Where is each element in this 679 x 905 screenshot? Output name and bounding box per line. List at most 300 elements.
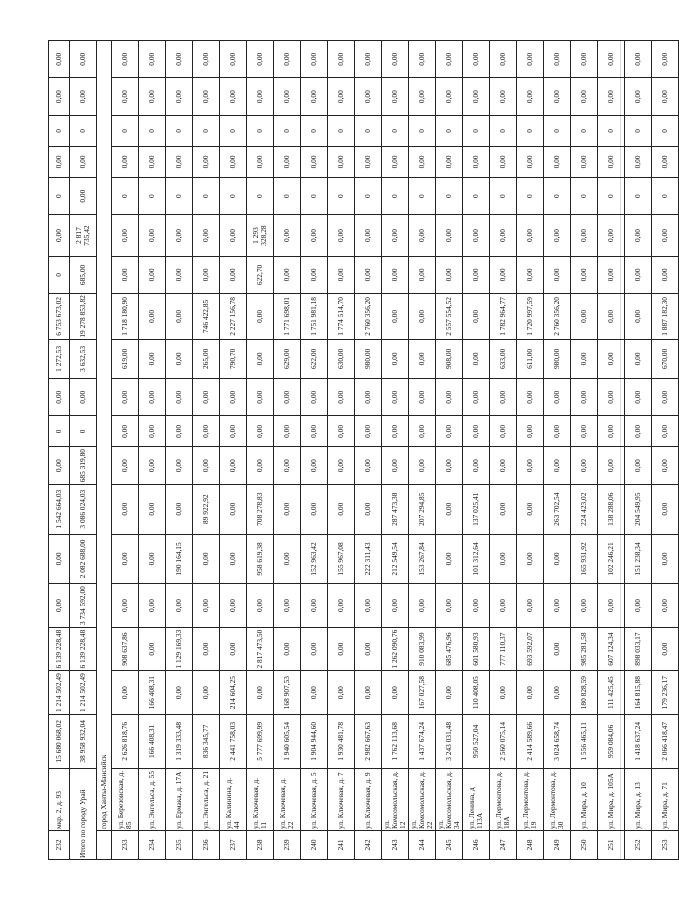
value-cell: 0,00 <box>625 41 652 79</box>
value-cell: 0,00 <box>49 146 70 177</box>
value-cell: 0,00 <box>301 379 328 416</box>
table-row <box>139 41 166 860</box>
value-cell: 0,00 <box>598 416 625 447</box>
value-cell: 0,00 <box>49 41 70 79</box>
value-cell: 166 408,31 <box>139 714 166 768</box>
value-cell: 2 626 818,76 <box>112 714 139 768</box>
value-cell: 0,00 <box>355 416 382 447</box>
value-cell: 959 084,06 <box>598 714 625 768</box>
value-cell: 6 753 673,02 <box>49 294 70 340</box>
value-cell: 212 549,54 <box>382 534 409 584</box>
value-cell: 985 281,58 <box>571 627 598 671</box>
value-cell: 1 129 169,33 <box>166 627 193 671</box>
value-cell: 898 033,17 <box>625 627 652 671</box>
value-cell: 0,00 <box>355 447 382 484</box>
value-cell: 0,00 <box>49 379 70 416</box>
value-cell: 0,00 <box>409 256 436 293</box>
total-value-cell: 685,00 <box>70 256 97 293</box>
value-cell: 777 110,37 <box>490 627 517 671</box>
value-cell: 0,00 <box>220 584 247 628</box>
total-value-cell: 3 086 024,03 <box>70 484 97 534</box>
address-cell: ул. Лермонтова, д. 30 <box>544 768 571 830</box>
value-cell: 153 267,84 <box>409 534 436 584</box>
table-row <box>247 41 274 860</box>
value-cell: 0,00 <box>193 146 220 177</box>
value-cell: 0,00 <box>220 215 247 256</box>
value-cell: 207 294,85 <box>409 484 436 534</box>
value-cell: 910 083,99 <box>409 627 436 671</box>
value-cell: 0 <box>382 115 409 146</box>
value-cell: 0,00 <box>112 584 139 628</box>
value-cell: 165 931,92 <box>571 534 598 584</box>
value-cell: 1 774 514,70 <box>328 294 355 340</box>
address-cell: ул. Ключевая, д. 9 <box>355 768 382 830</box>
value-cell: 0,00 <box>247 294 274 340</box>
value-cell: 0,00 <box>112 416 139 447</box>
value-cell: 15 680 068,02 <box>49 714 70 768</box>
value-cell: 0,00 <box>490 379 517 416</box>
value-cell: 0,00 <box>247 78 274 115</box>
value-cell: 0,00 <box>382 256 409 293</box>
table-row <box>517 41 544 860</box>
value-cell: 630,00 <box>328 339 355 378</box>
row-number: 234 <box>139 830 166 859</box>
value-cell: 0 <box>301 178 328 215</box>
value-cell: 0,00 <box>490 41 517 79</box>
value-cell: 3 243 031,48 <box>436 714 463 768</box>
row-number: 238 <box>247 830 274 859</box>
value-cell: 0,00 <box>490 256 517 293</box>
value-cell: 0,00 <box>274 534 301 584</box>
value-cell: 0,00 <box>193 584 220 628</box>
value-cell: 0,00 <box>598 379 625 416</box>
value-cell: 0,00 <box>652 215 679 256</box>
value-cell: 0,00 <box>409 416 436 447</box>
row-number: 253 <box>652 830 679 859</box>
value-cell: 0,00 <box>274 78 301 115</box>
value-cell: 0,00 <box>436 256 463 293</box>
value-cell: 0,00 <box>301 416 328 447</box>
table-row <box>652 41 679 860</box>
value-cell: 0 <box>571 115 598 146</box>
value-cell: 0,00 <box>355 671 382 715</box>
value-cell: 0,00 <box>463 41 490 79</box>
value-cell: 0,00 <box>652 416 679 447</box>
value-cell: 0,00 <box>544 627 571 671</box>
value-cell: 0,00 <box>139 484 166 534</box>
row-number: 232 <box>49 830 70 859</box>
value-cell: 0,00 <box>436 534 463 584</box>
address-cell: ул. Ключевая, д. 7 <box>328 768 355 830</box>
value-cell: 0,00 <box>274 41 301 79</box>
value-cell: 0,00 <box>382 215 409 256</box>
total-value-cell: 3 734 592,00 <box>70 584 97 628</box>
value-cell: 0,00 <box>328 215 355 256</box>
value-cell: 0,00 <box>247 339 274 378</box>
value-cell: 0,00 <box>247 671 274 715</box>
value-cell: 0,00 <box>544 447 571 484</box>
value-cell: 0,00 <box>166 294 193 340</box>
value-cell: 0,00 <box>139 294 166 340</box>
address-cell: мкр. 2, д. 93 <box>49 768 70 830</box>
value-cell: 101 312,64 <box>463 534 490 584</box>
row-number: 252 <box>625 830 652 859</box>
value-cell: 0,00 <box>220 78 247 115</box>
value-cell: 0 <box>571 178 598 215</box>
value-cell: 0,00 <box>328 379 355 416</box>
value-cell: 0 <box>355 115 382 146</box>
value-cell: 0,00 <box>355 627 382 671</box>
value-cell: 0 <box>463 178 490 215</box>
value-cell: 1 887 182,30 <box>652 294 679 340</box>
value-cell: 0 <box>220 115 247 146</box>
value-cell: 168 907,53 <box>274 671 301 715</box>
value-cell: 5 777 699,99 <box>247 714 274 768</box>
value-cell: 0,00 <box>247 416 274 447</box>
value-cell: 1 762 113,68 <box>382 714 409 768</box>
value-cell: 0,00 <box>382 379 409 416</box>
address-cell: ул. Энгельса, д. 21 <box>193 768 220 830</box>
value-cell: 0,00 <box>625 339 652 378</box>
value-cell: 0,00 <box>193 41 220 79</box>
row-number: 239 <box>274 830 301 859</box>
value-cell: 0,00 <box>490 534 517 584</box>
value-cell: 263 702,54 <box>544 484 571 534</box>
value-cell: 0,00 <box>652 484 679 534</box>
value-cell: 2 560 075,14 <box>490 714 517 768</box>
value-cell: 0,00 <box>112 671 139 715</box>
value-cell: 908,00 <box>436 339 463 378</box>
value-cell: 0,00 <box>220 256 247 293</box>
rotated-table-container <box>48 40 669 860</box>
value-cell: 0,00 <box>139 78 166 115</box>
table-row <box>436 41 463 860</box>
table-row <box>490 41 517 860</box>
value-cell: 0,00 <box>328 146 355 177</box>
value-cell: 1 720 997,59 <box>517 294 544 340</box>
value-cell: 224 423,02 <box>571 484 598 534</box>
value-cell: 0,00 <box>517 447 544 484</box>
value-cell: 0,00 <box>652 146 679 177</box>
value-cell: 0,00 <box>436 78 463 115</box>
value-cell: 629,00 <box>274 339 301 378</box>
value-cell: 0,00 <box>274 627 301 671</box>
value-cell: 0,00 <box>409 447 436 484</box>
value-cell: 0,00 <box>463 256 490 293</box>
value-cell: 0,00 <box>463 215 490 256</box>
value-cell: 0,00 <box>652 379 679 416</box>
value-cell: 0,00 <box>598 78 625 115</box>
value-cell: 2 817 473,50 <box>247 627 274 671</box>
value-cell: 790,70 <box>220 339 247 378</box>
value-cell: 0,00 <box>463 339 490 378</box>
value-cell: 0,00 <box>193 627 220 671</box>
value-cell: 0,00 <box>328 78 355 115</box>
value-cell: 611,00 <box>517 339 544 378</box>
value-cell: 0,00 <box>409 379 436 416</box>
value-cell: 0,00 <box>247 146 274 177</box>
value-cell: 0,00 <box>139 215 166 256</box>
value-cell: 0,00 <box>598 447 625 484</box>
value-cell: 0,00 <box>355 379 382 416</box>
value-cell: 1 904 944,60 <box>301 714 328 768</box>
value-cell: 0,00 <box>301 447 328 484</box>
value-cell: 1 293 328,28 <box>247 215 274 256</box>
total-value-cell: 0 <box>70 115 97 146</box>
value-cell: 0,00 <box>112 534 139 584</box>
value-cell: 0 <box>355 178 382 215</box>
value-cell: 0,00 <box>328 416 355 447</box>
value-cell: 708 278,83 <box>247 484 274 534</box>
value-cell: 0,00 <box>652 78 679 115</box>
value-cell: 0,00 <box>409 146 436 177</box>
total-value-cell: 0,00 <box>70 78 97 115</box>
row-number: 246 <box>463 830 490 859</box>
value-cell: 0 <box>409 115 436 146</box>
value-cell: 0,00 <box>652 41 679 79</box>
value-cell: 1 437 674,24 <box>409 714 436 768</box>
value-cell: 0,00 <box>220 146 247 177</box>
value-cell: 0,00 <box>274 146 301 177</box>
value-cell: 0,00 <box>139 534 166 584</box>
value-cell: 152 963,42 <box>301 534 328 584</box>
value-cell: 0,00 <box>220 534 247 584</box>
value-cell: 1 556 465,11 <box>571 714 598 768</box>
row-number-empty <box>97 830 112 859</box>
value-cell: 0 <box>274 178 301 215</box>
value-cell: 1 319 333,48 <box>166 714 193 768</box>
value-cell: 1 940 605,54 <box>274 714 301 768</box>
row-number: 236 <box>193 830 220 859</box>
value-cell: 0,00 <box>193 671 220 715</box>
value-cell: 0,00 <box>166 416 193 447</box>
value-cell: 0,00 <box>652 584 679 628</box>
value-cell: 0,00 <box>490 215 517 256</box>
value-cell: 0,00 <box>436 379 463 416</box>
value-cell: 0,00 <box>517 484 544 534</box>
register-table <box>48 40 679 860</box>
value-cell: 0,00 <box>517 256 544 293</box>
value-cell: 167 027,58 <box>409 671 436 715</box>
value-cell: 111 425,45 <box>598 671 625 715</box>
total-row <box>70 41 97 860</box>
table-row <box>463 41 490 860</box>
address-cell: ул. Комсомольская, д. 34 <box>436 768 463 830</box>
row-number: 233 <box>112 830 139 859</box>
row-number: 242 <box>355 830 382 859</box>
value-cell: 0,00 <box>544 215 571 256</box>
section-row <box>97 41 112 860</box>
value-cell: 0,00 <box>139 339 166 378</box>
value-cell: 0 <box>436 115 463 146</box>
value-cell: 0 <box>625 115 652 146</box>
table-row <box>220 41 247 860</box>
value-cell: 0 <box>139 178 166 215</box>
value-cell: 0,00 <box>436 584 463 628</box>
value-cell: 0,00 <box>463 584 490 628</box>
value-cell: 0,00 <box>220 379 247 416</box>
value-cell: 0,00 <box>517 379 544 416</box>
value-cell: 0,00 <box>166 671 193 715</box>
value-cell: 0,00 <box>598 41 625 79</box>
value-cell: 746 422,85 <box>193 294 220 340</box>
value-cell: 0,00 <box>382 584 409 628</box>
value-cell: 0,00 <box>112 215 139 256</box>
value-cell: 0,00 <box>463 416 490 447</box>
value-cell: 0,00 <box>598 339 625 378</box>
value-cell: 0,00 <box>544 584 571 628</box>
value-cell: 0,00 <box>139 146 166 177</box>
value-cell: 0 <box>598 178 625 215</box>
value-cell: 1 214 502,49 <box>49 671 70 715</box>
value-cell: 0,00 <box>625 215 652 256</box>
value-cell: 0,00 <box>274 379 301 416</box>
value-cell: 166 408,31 <box>139 671 166 715</box>
value-cell: 2 227 156,78 <box>220 294 247 340</box>
value-cell: 0,00 <box>247 379 274 416</box>
value-cell: 670,00 <box>652 339 679 378</box>
value-cell: 0,00 <box>544 416 571 447</box>
table-row <box>274 41 301 860</box>
row-number: 248 <box>517 830 544 859</box>
value-cell: 0 <box>328 115 355 146</box>
table-row <box>355 41 382 860</box>
value-cell: 2 441 758,03 <box>220 714 247 768</box>
value-cell: 0,00 <box>139 447 166 484</box>
value-cell: 0,00 <box>544 671 571 715</box>
value-cell: 0 <box>463 115 490 146</box>
value-cell: 0,00 <box>301 146 328 177</box>
value-cell: 0,00 <box>355 584 382 628</box>
value-cell: 0,00 <box>139 379 166 416</box>
value-cell: 214 604,25 <box>220 671 247 715</box>
total-value-cell: 2 817 735,42 <box>70 215 97 256</box>
total-value-cell: 0 <box>70 416 97 447</box>
value-cell: 0,00 <box>544 379 571 416</box>
value-cell: 0 <box>166 115 193 146</box>
value-cell: 0,00 <box>409 339 436 378</box>
value-cell: 0,00 <box>436 671 463 715</box>
value-cell: 0,00 <box>625 447 652 484</box>
value-cell: 0,00 <box>220 447 247 484</box>
value-cell: 0,00 <box>544 256 571 293</box>
value-cell: 0,00 <box>625 584 652 628</box>
value-cell: 0,00 <box>193 379 220 416</box>
value-cell: 0,00 <box>112 146 139 177</box>
value-cell: 0,00 <box>571 78 598 115</box>
value-cell: 1 718 180,90 <box>112 294 139 340</box>
value-cell: 179 236,17 <box>652 671 679 715</box>
value-cell: 0,00 <box>490 447 517 484</box>
value-cell: 980,00 <box>544 339 571 378</box>
table-row <box>625 41 652 860</box>
value-cell: 0,00 <box>301 78 328 115</box>
value-cell: 138 288,06 <box>598 484 625 534</box>
value-cell: 0,00 <box>301 671 328 715</box>
value-cell: 0,00 <box>652 627 679 671</box>
value-cell: 0,00 <box>517 671 544 715</box>
value-cell: 0,00 <box>544 534 571 584</box>
value-cell: 0,00 <box>490 584 517 628</box>
value-cell: 0,00 <box>139 256 166 293</box>
value-cell: 1 782 964,77 <box>490 294 517 340</box>
value-cell: 0,00 <box>463 146 490 177</box>
value-cell: 0,00 <box>436 41 463 79</box>
value-cell: 0,00 <box>220 627 247 671</box>
value-cell: 0,00 <box>274 256 301 293</box>
total-value-cell: 0,00 <box>70 41 97 79</box>
value-cell: 0,00 <box>571 584 598 628</box>
value-cell: 110 408,05 <box>463 671 490 715</box>
value-cell: 0,00 <box>301 584 328 628</box>
value-cell: 0,00 <box>490 484 517 534</box>
value-cell: 0,00 <box>166 41 193 79</box>
row-number: 251 <box>598 830 625 859</box>
value-cell: 0,00 <box>301 484 328 534</box>
value-cell: 0,00 <box>463 379 490 416</box>
value-cell: 0,00 <box>490 671 517 715</box>
value-cell: 0 <box>193 115 220 146</box>
value-cell: 222 311,43 <box>355 534 382 584</box>
value-cell: 0,00 <box>382 78 409 115</box>
value-cell: 0,00 <box>193 78 220 115</box>
value-cell: 0 <box>625 178 652 215</box>
value-cell: 0,00 <box>355 78 382 115</box>
value-cell: 0,00 <box>274 584 301 628</box>
value-cell: 0,00 <box>598 584 625 628</box>
address-cell: ул. Ключевая, д. 11 <box>247 768 274 830</box>
total-label: Итого по городу Урай <box>70 768 97 859</box>
value-cell: 0,00 <box>301 215 328 256</box>
value-cell: 0,00 <box>544 146 571 177</box>
section-title: город Ханты-Мансийск <box>97 41 112 831</box>
value-cell: 0,00 <box>193 215 220 256</box>
value-cell: 0,00 <box>49 584 70 628</box>
value-cell: 0,00 <box>517 146 544 177</box>
value-cell: 622,00 <box>301 339 328 378</box>
total-value-cell: 0,00 <box>70 379 97 416</box>
address-cell: ул. Энгельса, д. 55 <box>139 768 166 830</box>
value-cell: 0 <box>517 178 544 215</box>
value-cell: 0,00 <box>112 379 139 416</box>
value-cell: 0 <box>49 115 70 146</box>
value-cell: 0 <box>112 178 139 215</box>
row-number: 237 <box>220 830 247 859</box>
table-row <box>301 41 328 860</box>
value-cell: 0,00 <box>598 215 625 256</box>
value-cell: 2 066 418,47 <box>652 714 679 768</box>
value-cell: 155 967,08 <box>328 534 355 584</box>
value-cell: 0,00 <box>571 256 598 293</box>
value-cell: 0,00 <box>409 78 436 115</box>
value-cell: 2 760 356,20 <box>355 294 382 340</box>
value-cell: 0 <box>382 178 409 215</box>
value-cell: 0,00 <box>382 416 409 447</box>
address-cell: ул. Комсомольская, д. 12 <box>382 768 409 830</box>
value-cell: 0,00 <box>112 484 139 534</box>
value-cell: 0,00 <box>517 41 544 79</box>
value-cell: 0,00 <box>166 215 193 256</box>
value-cell: 0,00 <box>166 339 193 378</box>
value-cell: 0,00 <box>220 484 247 534</box>
value-cell: 151 238,34 <box>625 534 652 584</box>
row-number: 249 <box>544 830 571 859</box>
value-cell: 0,00 <box>463 78 490 115</box>
address-cell: ул. Ключевая, д. 5 <box>301 768 328 830</box>
table-row <box>49 41 70 860</box>
table-row <box>193 41 220 860</box>
value-cell: 0 <box>652 115 679 146</box>
